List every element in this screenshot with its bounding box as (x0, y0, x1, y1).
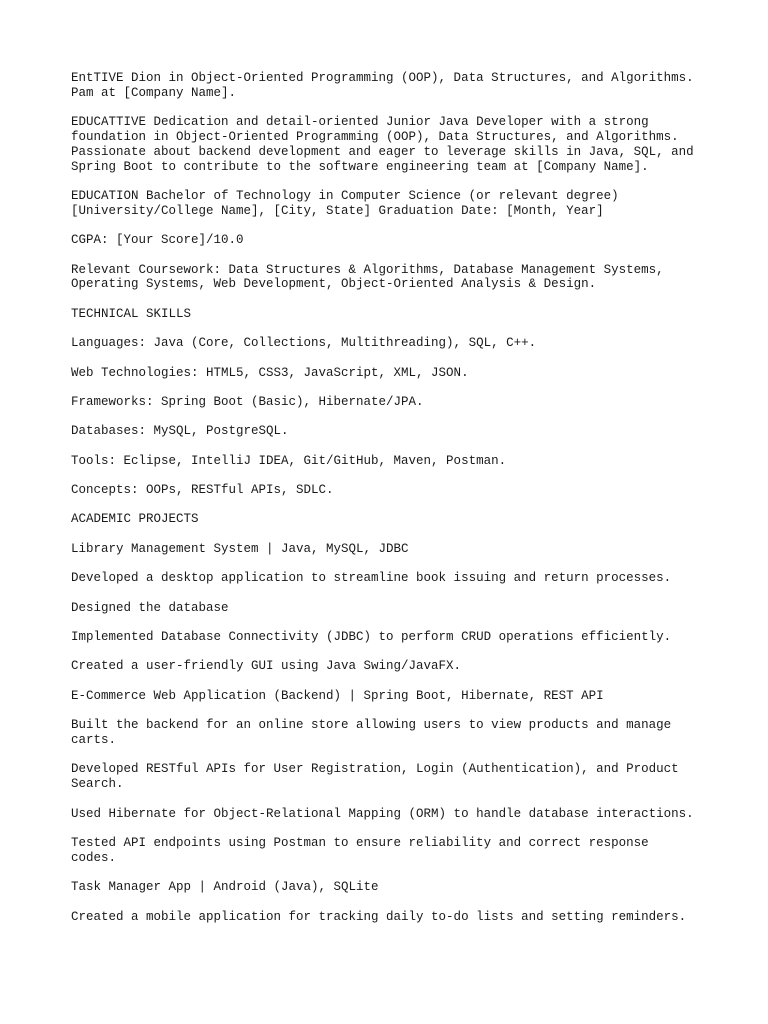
text-line: Developed a desktop application to streamline book issuing and return processes. (71, 571, 672, 586)
text-line: Databases: MySQL, PostgreSQL. (71, 424, 289, 439)
summary-paragraph (71, 115, 711, 174)
project-bullet (71, 762, 711, 792)
text-line: Operating Systems, Web Development, Object-Oriented Analysis & Design. (71, 277, 597, 292)
skill-concepts (71, 483, 711, 498)
text-line: Frameworks: Spring Boot (Basic), Hibernate/JPA. (71, 394, 424, 409)
text-line: Search. (71, 777, 124, 792)
text-line: CGPA: [Your Score]/10.0 (71, 233, 244, 248)
text-line: Designed the database (71, 600, 229, 615)
text-line: Library Management System | Java, MySQL, JDBC (71, 541, 409, 556)
skill-tools (71, 454, 711, 469)
project-bullet (71, 571, 711, 586)
text-line: Created a user-friendly GUI using Java Swing/JavaFX. (71, 659, 462, 674)
text-line: Concepts: OOPs, RESTful APIs, SDLC. (71, 483, 334, 498)
text-line: Relevant Coursework: Data Structures & Algorithms, Database Management Systems, (71, 262, 664, 277)
project-bullet (71, 910, 711, 925)
skill-web-technologies (71, 366, 711, 381)
skill-languages (71, 336, 711, 351)
text-line: codes. (71, 850, 117, 865)
skill-databases (71, 424, 711, 439)
text-line: Passionate about backend development and eager to leverage skills in Java, SQL, and (71, 144, 694, 159)
project-bullet (71, 601, 711, 616)
summary-intro (71, 71, 711, 101)
education-paragraph (71, 189, 711, 219)
text-line: Tested API endpoints using Postman to ensure reliability and correct response (71, 835, 649, 850)
skill-frameworks (71, 395, 711, 410)
text-line: TECHNICAL SKILLS (71, 306, 192, 321)
text-line: EntTIVE Dion in Object-Oriented Programming (OOP), Data Structures, and Algorithms. (71, 71, 694, 85)
text-line: carts. (71, 733, 117, 747)
text-line: Built the backend for an online store allowing users to view products and manage (71, 718, 672, 733)
text-line: Task Manager App | Android (Java), SQLite (71, 880, 379, 895)
cgpa-line (71, 233, 711, 248)
section-heading-academic-projects (71, 512, 711, 527)
project-bullet (71, 807, 711, 822)
coursework-paragraph (71, 263, 711, 293)
project-title-library (71, 542, 711, 557)
text-line: Web Technologies: HTML5, CSS3, JavaScript, XML, JSON. (71, 365, 469, 380)
text-line: Developed RESTful APIs for User Registration, Login (Authentication), and Product (71, 762, 679, 777)
project-title-task-manager (71, 880, 711, 895)
text-line: ACADEMIC PROJECTS (71, 512, 199, 527)
text-line: Languages: Java (Core, Collections, Multithreading), SQL, C++. (71, 336, 537, 351)
text-line: EDUCATION Bachelor of Technology in Computer Science (or relevant degree) (71, 188, 619, 203)
text-line: E-Commerce Web Application (Backend) | Spring Boot, Hibernate, REST API (71, 688, 604, 703)
text-line: EDUCATTIVE Dedication and detail-oriented Junior Java Developer with a strong (71, 115, 649, 130)
text-line: Tools: Eclipse, IntelliJ IDEA, Git/GitHub, Maven, Postman. (71, 453, 507, 468)
text-line: Used Hibernate for Object-Relational Mapping (ORM) to handle database interactions. (71, 806, 694, 821)
project-bullet (71, 718, 711, 748)
text-line: foundation in Object-Oriented Programming (OOP), Data Structures, and Algorithms. (71, 129, 679, 144)
section-heading-technical-skills (71, 307, 711, 322)
text-line: Created a mobile application for tracking daily to-do lists and setting reminders. (71, 909, 687, 924)
text-line: Pam at [Company Name]. (71, 85, 237, 100)
project-bullet (71, 630, 711, 645)
project-title-ecommerce (71, 689, 711, 704)
text-line: Spring Boot to contribute to the software engineering team at [Company Name]. (71, 159, 649, 174)
text-line: [University/College Name], [City, State] Graduation Date: [Month, Year] (71, 203, 604, 218)
text-line: Implemented Database Connectivity (JDBC) to perform CRUD operations efficiently. (71, 630, 672, 645)
document-page (71, 71, 711, 939)
project-bullet (71, 836, 711, 866)
project-bullet (71, 659, 711, 674)
